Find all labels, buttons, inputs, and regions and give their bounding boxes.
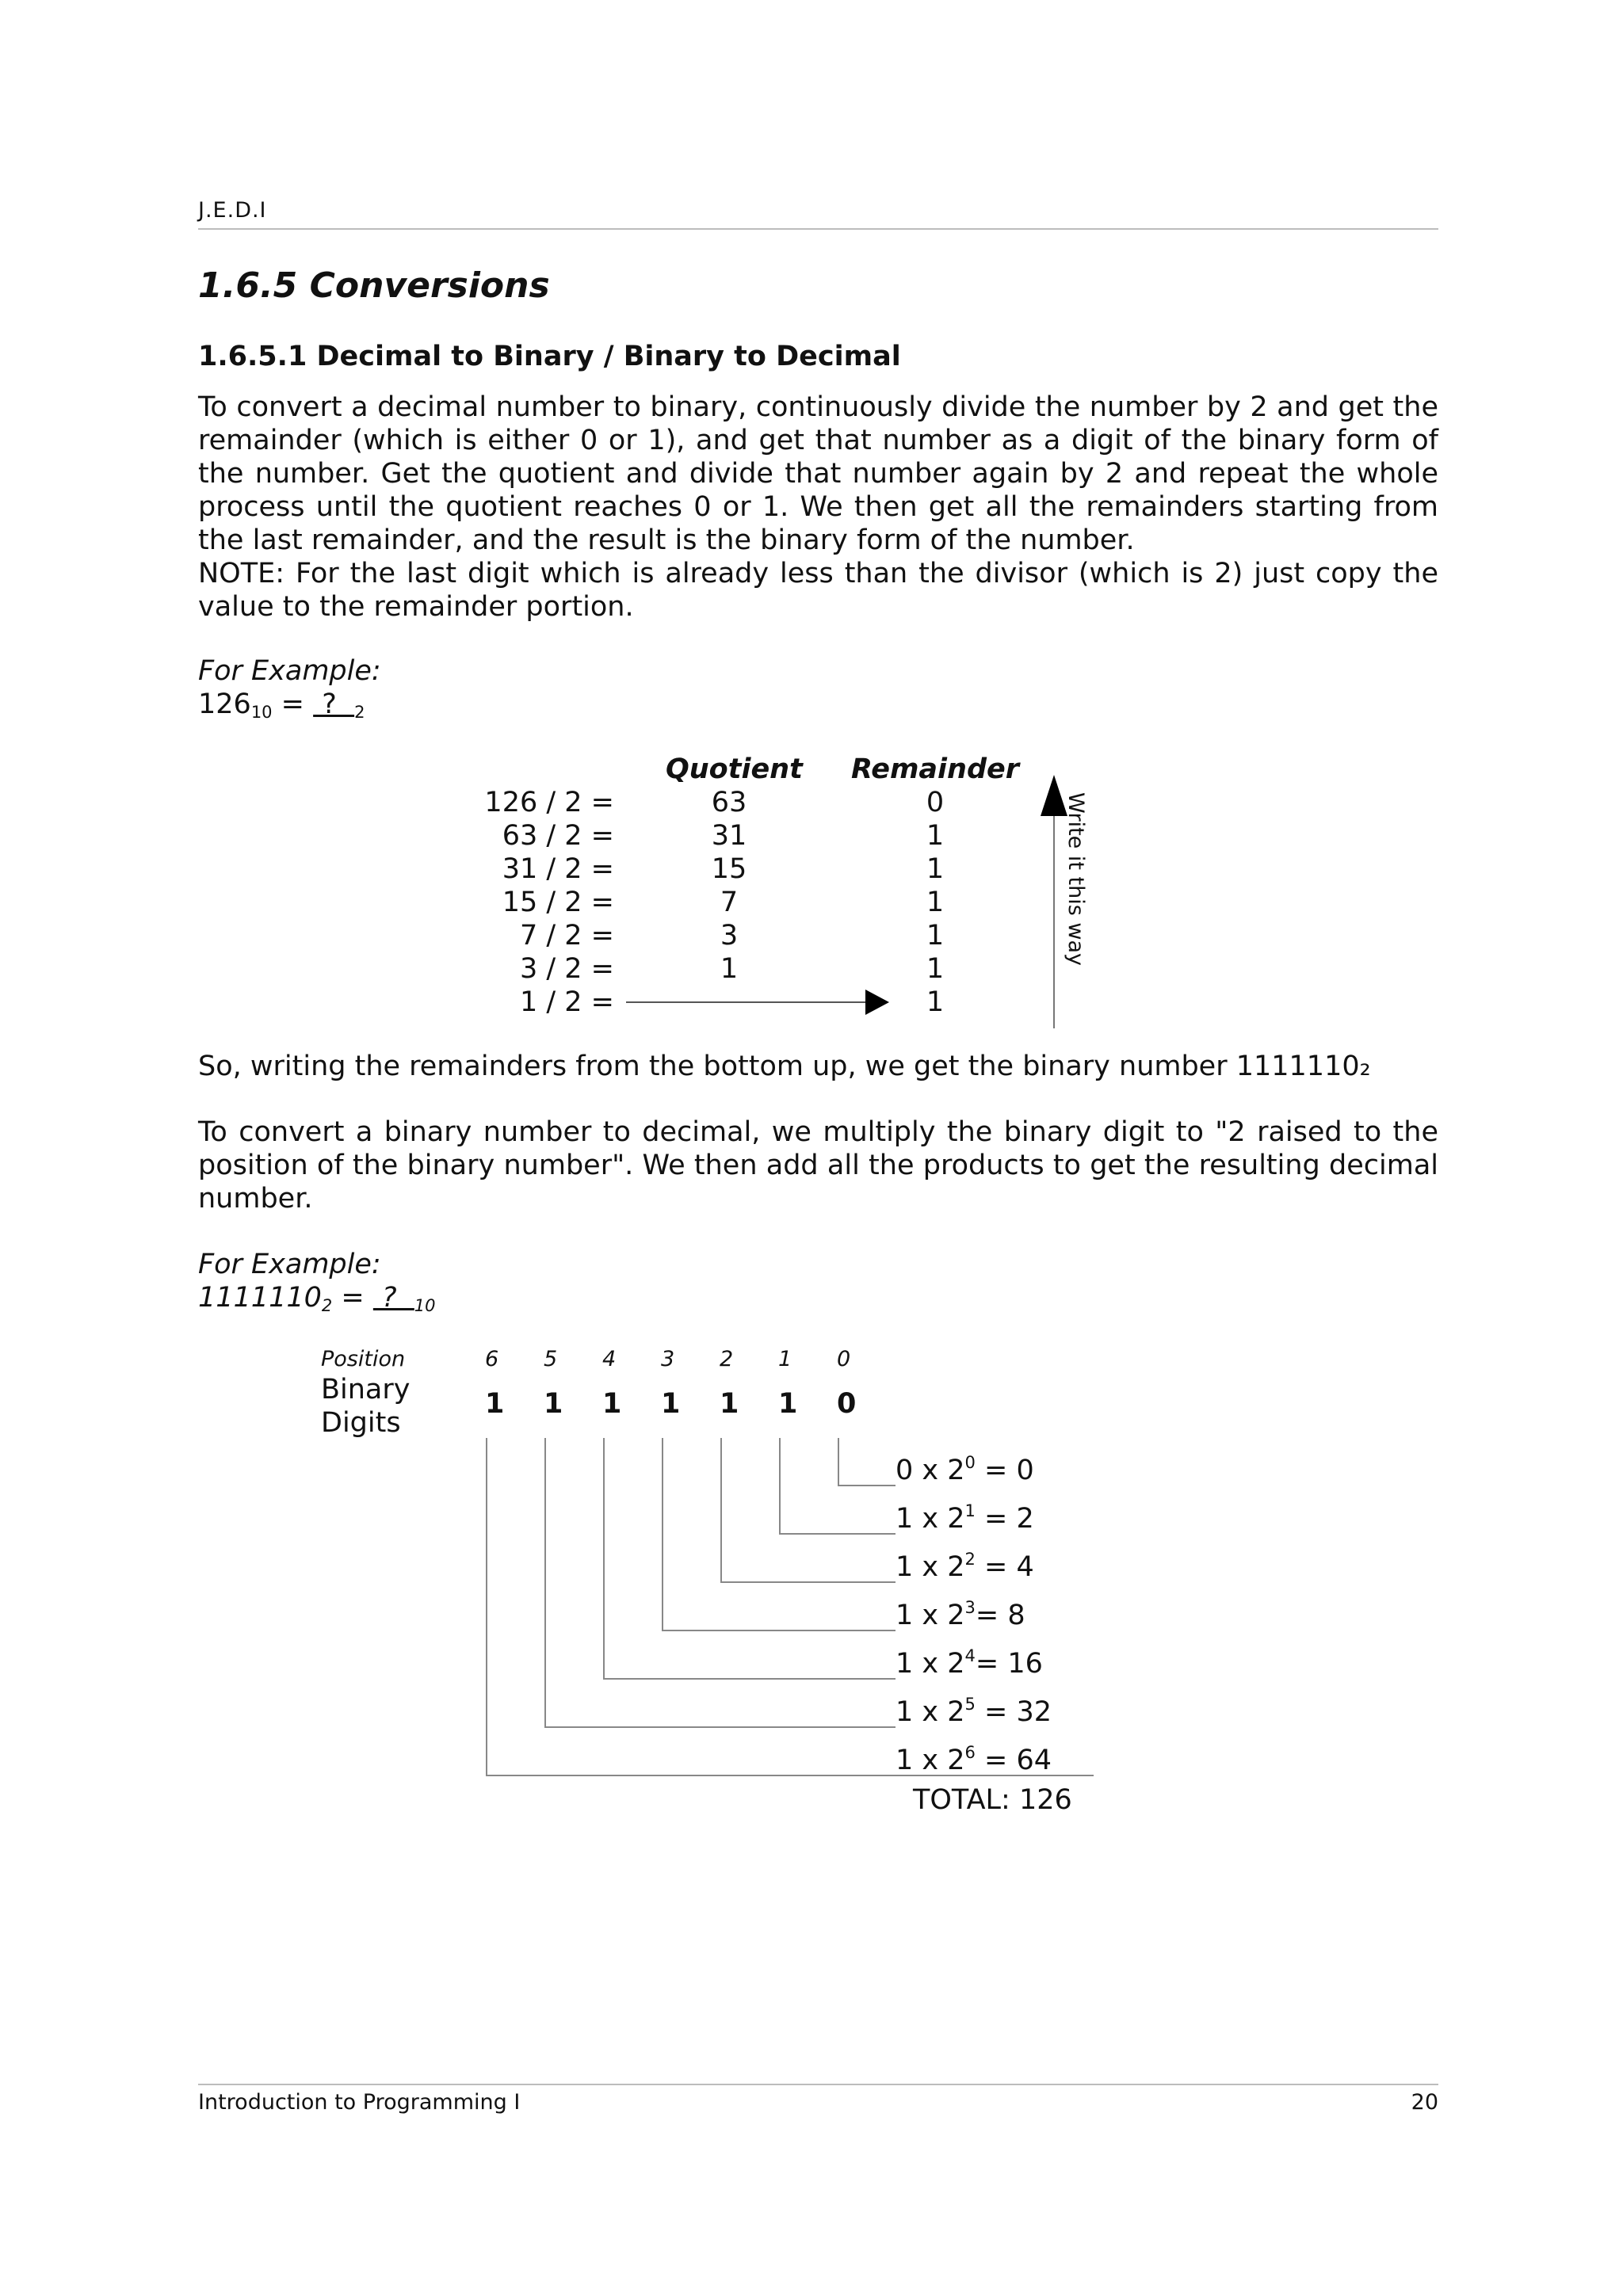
subsection-title: 1.6.5.1 Decimal to Binary / Binary to Decimal: [198, 341, 901, 372]
example2-equals: =: [332, 1282, 373, 1314]
b2d-line: position of the binary number". We then add all the products to get the resulting decimal: [198, 1150, 1438, 1181]
note-line: NOTE: For the last digit which is already less than the divisor (which is 2) just copy the: [198, 558, 1438, 589]
example1-number: 126: [198, 688, 251, 720]
intro-line: process until the quotient reaches 0 or 1. We then get all the remainders starting from: [198, 491, 1438, 523]
intro-line: the number. Get the quotient and divide that number again by 2 and repeat the whole: [198, 458, 1438, 490]
running-header: J.E.D.I: [198, 198, 267, 223]
binary-digit: 1: [544, 1388, 563, 1420]
result-sentence: So, writing the remainders from the bottom up, we get the binary number 1111110₂: [198, 1051, 1371, 1082]
division-remainder: 1: [926, 953, 945, 985]
division-quotient: 7: [720, 887, 739, 918]
connector-pos-2: [721, 1438, 896, 1582]
division-eq: 7 / 2 =: [519, 920, 614, 952]
position-number: 5: [544, 1347, 558, 1371]
division-eq: 63 / 2 =: [502, 820, 614, 852]
binary-digit: 0: [837, 1388, 857, 1420]
footer-rule: [198, 2084, 1438, 2085]
write-direction-label: Write it this way: [1064, 792, 1088, 966]
intro-line: the last remainder, and the result is the binary form of the number.: [198, 524, 1135, 556]
product-line: 1 x $2^3= 8$: [896, 1598, 1025, 1631]
binary-digits-label-line2: Digits: [321, 1407, 401, 1439]
position-number: 4: [602, 1347, 617, 1371]
footer-book-title: Introduction to Programming I: [198, 2090, 521, 2115]
position-number: 0: [837, 1347, 851, 1371]
intro-line: remainder (which is either 0 or 1), and get that number as a digit of the binary form of: [198, 425, 1438, 456]
division-eq: 3 / 2 =: [519, 953, 614, 985]
division-eq: 1 / 2 =: [519, 986, 614, 1018]
position-number: 2: [720, 1347, 734, 1371]
connector-pos-4: [604, 1438, 896, 1679]
division-quotient: 1: [720, 953, 739, 985]
position-number: 1: [778, 1347, 792, 1371]
product-line: 1 x $2^2 = 4$: [896, 1550, 1034, 1583]
binary-digit: 1: [661, 1388, 681, 1420]
division-quotient: 15: [711, 853, 747, 885]
example2-label: For Example:: [198, 1249, 381, 1280]
intro-line: To convert a decimal number to binary, continuously divide the number by 2 and get the: [198, 391, 1438, 423]
division-quotient: 63: [711, 787, 747, 818]
example2-number-base: 2: [321, 1296, 333, 1315]
b2d-line: To convert a binary number to decimal, we multiply the binary digit to "2 raised to the: [198, 1116, 1438, 1148]
example1-number-base: 10: [250, 703, 273, 722]
division-remainder: 1: [926, 986, 945, 1018]
binary-digit: 1: [778, 1388, 798, 1420]
product-line: 1 x $2^6 = 64$: [896, 1743, 1052, 1776]
division-eq: 31 / 2 =: [502, 853, 614, 885]
division-remainder: 1: [926, 820, 945, 852]
page-number: 20: [1411, 2090, 1438, 2115]
position-number: 6: [485, 1347, 499, 1371]
binary-digit: 1: [720, 1388, 739, 1420]
division-quotient: 3: [720, 920, 739, 952]
product-line: 1 x $2^5 = 32$: [896, 1695, 1052, 1728]
binary-digits-label-line1: Binary: [321, 1374, 411, 1405]
note-line: value to the remainder portion.: [198, 591, 634, 623]
example1-equals: =: [272, 688, 314, 720]
product-line: 1 x $2^1 = 2$: [896, 1501, 1034, 1535]
position-number: 3: [661, 1347, 675, 1371]
b2d-line: number.: [198, 1183, 313, 1215]
example2-number: 1111110: [198, 1282, 322, 1314]
connector-pos-0: [838, 1438, 896, 1486]
division-quotient: 31: [711, 820, 747, 852]
binary-digit: 1: [602, 1388, 622, 1420]
product-line: 1 x $2^4= 16$: [896, 1646, 1043, 1680]
binary-digit: 1: [485, 1388, 505, 1420]
division-eq: 126 / 2 =: [484, 787, 614, 818]
remainder-header: Remainder: [851, 753, 1019, 785]
example2-unknown: ? 10: [372, 1282, 436, 1315]
example1-label: For Example:: [198, 655, 381, 687]
division-remainder: 1: [926, 887, 945, 918]
position-label: Position: [321, 1347, 406, 1371]
total: TOTAL: 126: [913, 1784, 1072, 1816]
quotient-header: Quotient: [666, 753, 803, 785]
example1-unknown: ? 2: [313, 688, 365, 722]
division-eq: 15 / 2 =: [502, 887, 614, 918]
section-title: 1.6.5 Conversions: [198, 265, 550, 306]
division-remainder: 1: [926, 920, 945, 952]
product-line: 0 x $2^0 = 0$: [896, 1453, 1034, 1486]
division-remainder: 1: [926, 853, 945, 885]
division-remainder: 0: [926, 787, 945, 818]
